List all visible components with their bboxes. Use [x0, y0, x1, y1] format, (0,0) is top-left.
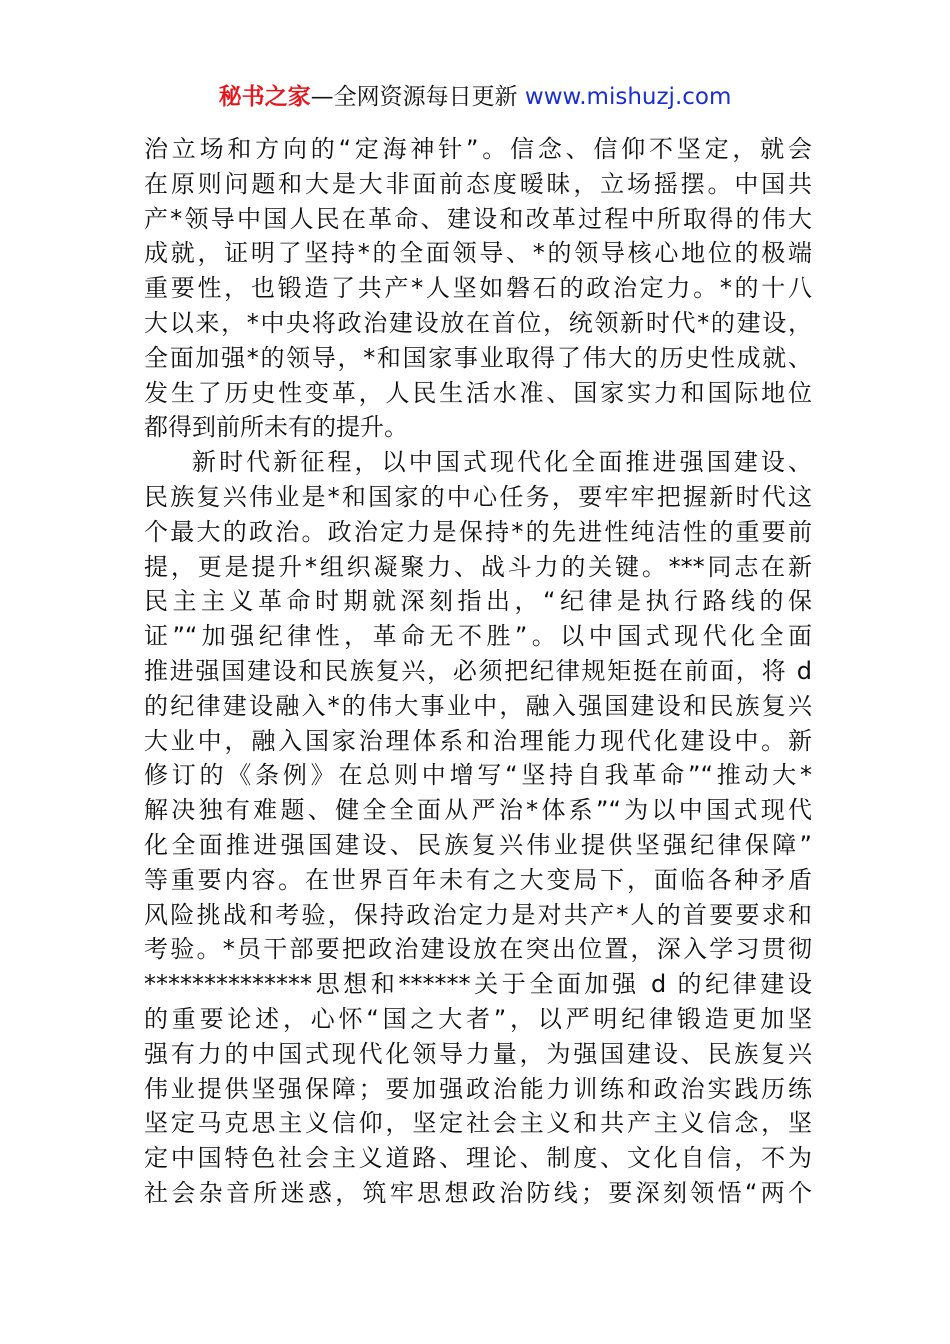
text-line: 都得到前所未有的提升。 [144, 413, 408, 442]
text-line: 产*领导中国人民在革命、建设和改革过程中所取得的伟大 [144, 204, 812, 233]
text-line: 在原则问题和大是大非面前态度暧昧，立场摇摆。中国共 [144, 169, 812, 198]
text-line: 提，更是提升*组织凝聚力、战斗力的关键。***同志在新 [144, 552, 812, 581]
text-line: 等重要内容。在世界百年未有之大变局下，面临各种矛盾 [144, 865, 812, 894]
document-body [144, 132, 812, 1211]
text-line: 坚定马克思主义信仰，坚定社会主义和共产主义信念，坚 [144, 1109, 812, 1138]
text-line: 治立场和方向的“定海神针”。信念、信仰不坚定，就会 [144, 135, 812, 163]
text-line: 化全面推进强国建设、民族复兴伟业提供坚强纪律保障” [144, 830, 812, 859]
site-url-link[interactable]: www.mishuzj.com [524, 84, 732, 110]
text-line: 的纪律建设融入*的伟大事业中，融入强国建设和民族复兴 [144, 691, 812, 720]
paragraph-1 [144, 132, 812, 445]
text-line: 定中国特色社会主义道路、理论、制度、文化自信，不为 [144, 1144, 812, 1173]
text-line: 推进强国建设和民族复兴，必须把纪律规矩挺在前面，将 d [144, 656, 812, 685]
text-line: 社会杂音所迷惑，筑牢思想政治防线；要深刻领悟“两个 [144, 1178, 812, 1207]
site-brand: 秘书之家 [218, 84, 311, 110]
text-line: 成就，证明了坚持*的全面领导、*的领导核心地位的极端 [144, 239, 812, 268]
text-line: 考验。*员干部要把政治建设放在突出位置，深入学习贯彻 [144, 935, 812, 964]
paragraph-2 [144, 445, 812, 1211]
site-tagline: —全网资源每日更新 [310, 84, 518, 110]
text-line: **************思想和******关于全面加强 d 的纪律建设 [144, 970, 812, 999]
text-line: 伟业提供坚强保障；要加强政治能力训练和政治实践历练 [144, 1074, 812, 1103]
text-line: 解决独有难题、健全全面从严治*体系”“为以中国式现代 [144, 796, 812, 825]
text-line: 民族复兴伟业是*和国家的中心任务，要牢牢把握新时代这 [144, 482, 812, 511]
text-line: 民主主义革命时期就深刻指出，“纪律是执行路线的保 [144, 587, 812, 616]
text-line: 重要性，也锻造了共产*人坚如磐石的政治定力。*的十八 [144, 274, 812, 303]
text-line: 风险挑战和考验，保持政治定力是对共产*人的首要要求和 [144, 900, 812, 929]
text-line: 证”“加强纪律性，革命无不胜”。以中国式现代化全面 [144, 622, 812, 651]
text-line: 新时代新征程，以中国式现代化全面推进强国建设、 [192, 448, 812, 477]
text-line: 大业中，融入国家治理体系和治理能力现代化建设中。新 [144, 726, 812, 755]
text-line: 发生了历史性变革，人民生活水准、国家实力和国际地位 [144, 378, 812, 407]
text-line: 个最大的政治。政治定力是保持*的先进性纯洁性的重要前 [144, 517, 812, 546]
text-line: 的重要论述，心怀“国之大者”，以严明纪律锻造更加坚 [144, 1004, 812, 1033]
text-line: 全面加强*的领导，*和国家事业取得了伟大的历史性成就、 [144, 343, 812, 372]
text-line: 强有力的中国式现代化领导力量，为强国建设、民族复兴 [144, 1039, 812, 1068]
text-line: 修订的《条例》在总则中增写“坚持自我革命”“推动大* [144, 761, 812, 790]
site-header [0, 82, 950, 112]
text-line: 大以来，*中央将政治建设放在首位，统领新时代*的建设， [144, 308, 812, 337]
